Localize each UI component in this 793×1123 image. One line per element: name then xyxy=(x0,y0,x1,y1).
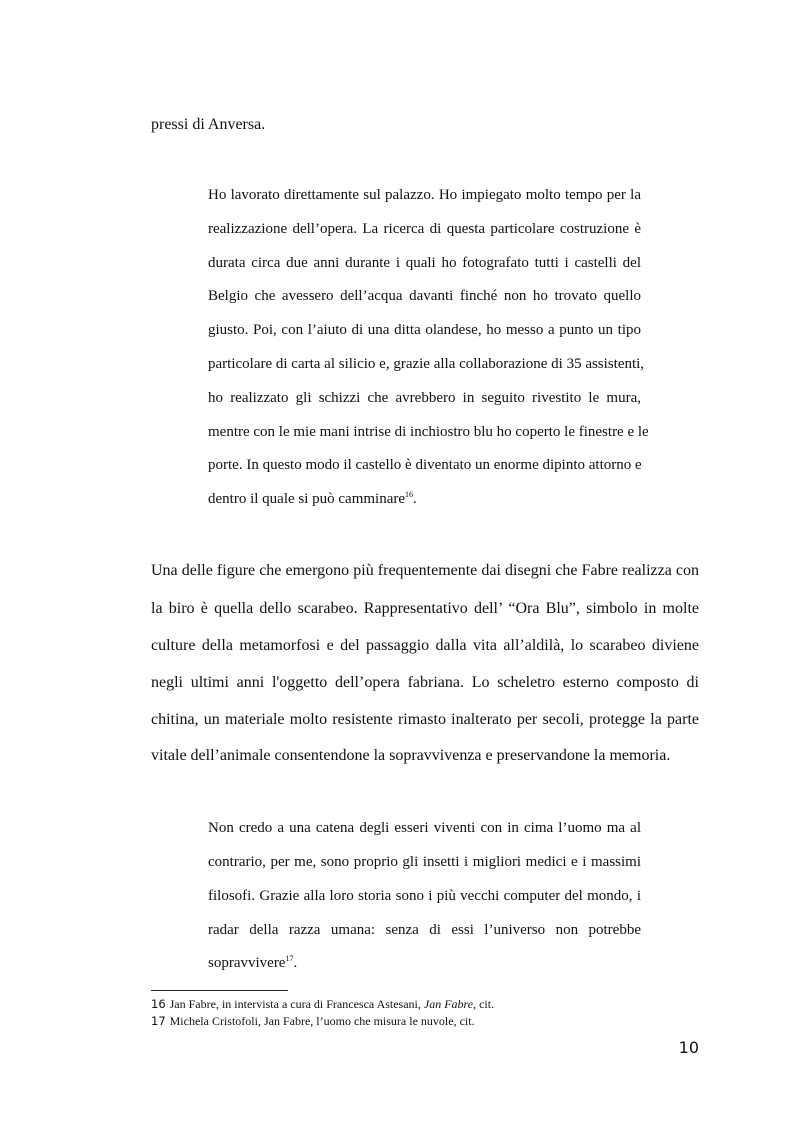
quote1-line: ho realizzato gli schizzi che avrebbero in seguito rivestito le mura, xyxy=(208,390,641,406)
quote2-line: radar della razza umana: senza di essi l’universo non potrebbe xyxy=(208,922,641,938)
intro-line: pressi di Anversa. xyxy=(151,116,266,133)
footnote-text-end: , cit. xyxy=(473,997,495,1011)
footnote-italic: Jan Fabre xyxy=(423,997,474,1011)
quote1-line: durata circa due anni durante i quali ho fotografato tutti i castelli del xyxy=(208,255,641,271)
paragraph-line: culture della metamorfosi e del passaggio dalla vita all’aldilà, lo scarabeo diviene xyxy=(151,637,699,654)
quote1-last-line xyxy=(208,491,641,508)
quote2-line: Non credo a una catena degli esseri viventi con in cima l’uomo ma al xyxy=(208,820,641,836)
footnote-number: 16 xyxy=(151,997,166,1011)
footnote-17 xyxy=(151,1014,475,1029)
quote2-line: filosofi. Grazie alla loro storia sono i più vecchi computer del mondo, i xyxy=(208,888,641,904)
quote2-end-punct: . xyxy=(293,955,298,971)
paragraph-line: Una delle figure che emergono più frequentemente dai disegni che Fabre realizza con xyxy=(151,562,699,579)
quote1-line: Ho lavorato direttamente sul palazzo. Ho impiegato molto tempo per la xyxy=(208,187,641,203)
quote1-line: porte. In questo modo il castello è diventato un enorme dipinto attorno e xyxy=(208,457,642,473)
footnote-number: 17 xyxy=(151,1014,166,1028)
footnote-text: Michela Cristofoli, Jan Fabre, l’uomo che misura le nuvole, cit. xyxy=(169,1014,475,1028)
quote2-line: contrario, per me, sono proprio gli insetti i migliori medici e i massimi xyxy=(208,854,641,870)
paragraph-line: la biro è quella dello scarabeo. Rappresentativo dell’ “Ora Blu”, simbolo in molte xyxy=(151,600,699,617)
footnote-text: Jan Fabre, in intervista a cura di Francesca Astesani, xyxy=(169,997,424,1011)
quote1-line: mentre con le mie mani intrise di inchiostro blu ho coperto le finestre e le xyxy=(208,424,649,440)
quote1-line: particolare di carta al silicio e, grazie alla collaborazione di 35 assistenti, xyxy=(208,356,645,372)
footnote-separator xyxy=(151,990,288,991)
quote2-last-text: sopravvivere xyxy=(208,955,286,971)
quote1-line: giusto. Poi, con l’aiuto di una ditta olandese, ho messo a punto un tipo xyxy=(208,322,641,338)
footnote-ref-16[interactable]: 16 xyxy=(405,490,414,499)
paragraph-line: chitina, un materiale molto resistente rimasto inalterato per secoli, protegge la parte xyxy=(151,711,699,728)
quote1-line: Belgio che avessero dell’acqua davanti finché non ho trovato quello xyxy=(208,288,641,304)
quote1-end-punct: . xyxy=(413,491,417,507)
page-number: 10 xyxy=(678,1038,699,1057)
quote2-last-line xyxy=(208,955,641,972)
paragraph-last-line: vitale dell’animale consentendone la sopravvivenza e preservandone la memoria. xyxy=(151,747,671,764)
quote1-line: realizzazione dell’opera. La ricerca di questa particolare costruzione è xyxy=(208,221,641,237)
paragraph-line: negli ultimi anni l'oggetto dell’opera fabriana. Lo scheletro esterno composto di xyxy=(151,674,699,691)
quote1-last-text: dentro il quale si può camminare xyxy=(208,491,406,507)
footnote-ref-17[interactable]: 17 xyxy=(285,954,294,963)
footnote-16 xyxy=(151,997,494,1012)
